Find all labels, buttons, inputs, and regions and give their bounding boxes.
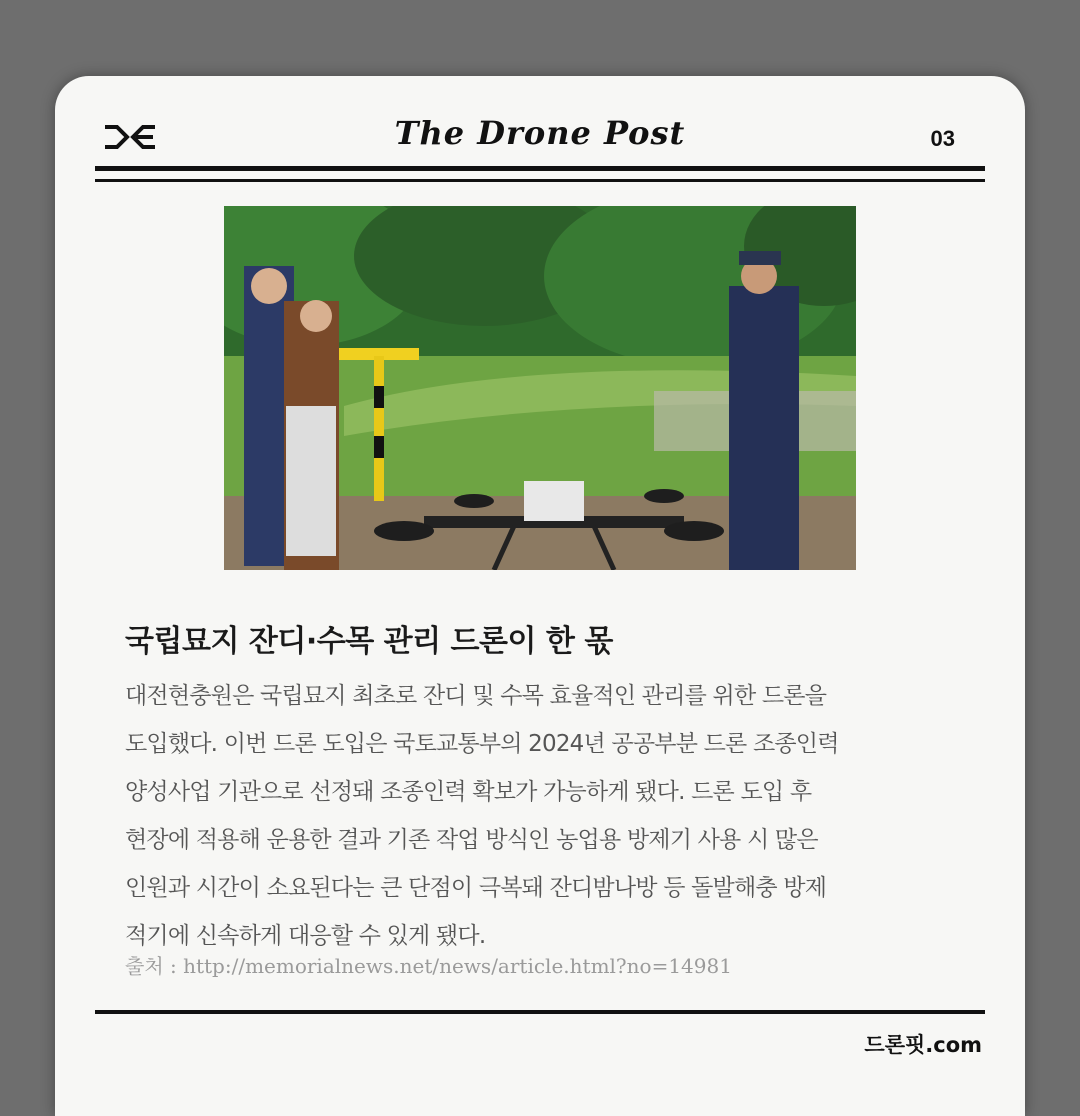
page-number: 03 — [930, 126, 955, 151]
body-line: 대전현충원은 국립묘지 최초로 잔디 및 수목 효율적인 관리를 위한 드론을 — [125, 683, 827, 709]
header-rule-thick — [95, 166, 985, 171]
article-source: 출처 : http://memorialnews.net/news/article.html?no=14981 — [125, 954, 732, 978]
article-body — [125, 672, 955, 960]
body-line: 인원과 시간이 소요된다는 큰 단점이 극복돼 잔디밤나방 등 돌발해충 방제 — [125, 875, 827, 901]
news-card — [55, 76, 1025, 1116]
body-line: 현장에 적용해 운용한 결과 기존 작업 방식인 농업용 방제기 사용 시 많은 — [125, 827, 818, 853]
drone-field-photo — [224, 206, 856, 570]
site-name: 드론핏.com — [864, 1033, 982, 1057]
masthead-title: The Drone Post — [394, 114, 686, 152]
body-line: 도입했다. 이번 드론 도입은 국토교통부의 2024년 공공부분 드론 조종인력 — [125, 731, 839, 757]
footer-rule — [95, 1010, 985, 1014]
body-line: 적기에 신속하게 대응할 수 있게 됐다. — [125, 923, 486, 949]
article-headline: 국립묘지 잔디·수목 관리 드론이 한 몫 — [125, 624, 613, 659]
header-rule-thin — [95, 179, 985, 182]
body-line: 양성사업 기관으로 선정돼 조종인력 확보가 가능하게 됐다. 드론 도입 후 — [125, 779, 812, 805]
